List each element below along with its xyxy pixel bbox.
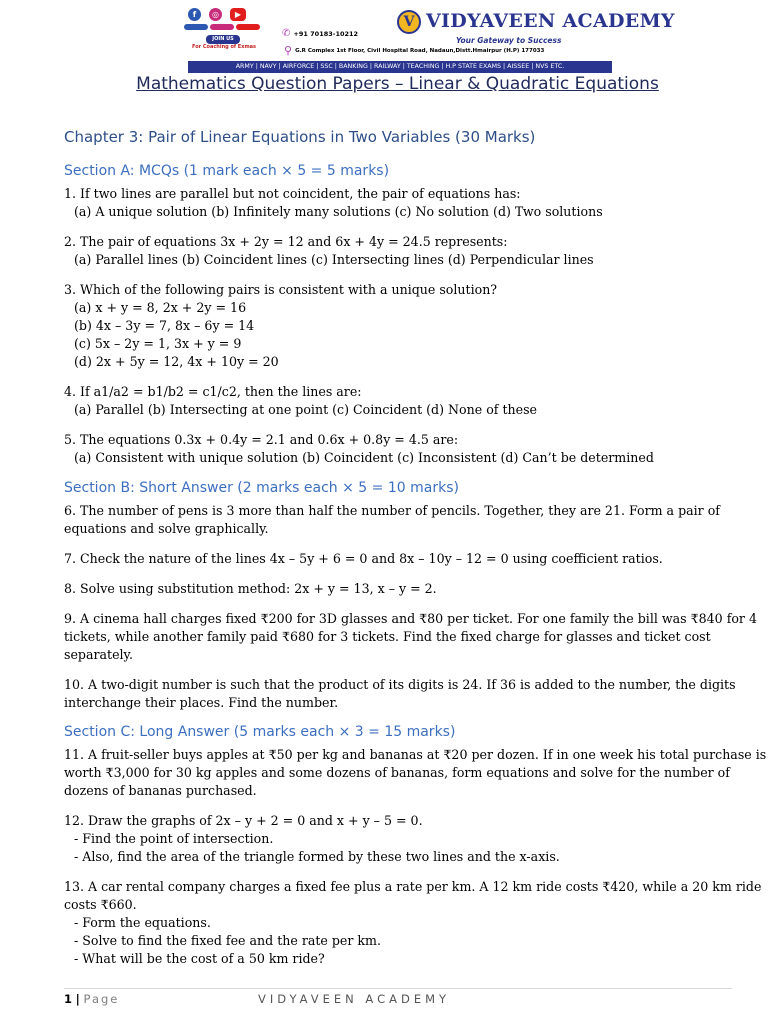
question-text: 3. Which of the following pairs is consistent with a unique solution?	[64, 282, 498, 297]
phone-contact	[282, 28, 358, 39]
address-text: G.R Complex 1st Floor, Civil Hospital Road, Nadaun,Distt.Hmairpur (H.P) 177033	[295, 47, 545, 54]
question-options: (a) A unique solution (b) Infinitely many solutions (c) No solution (d) Two solutions	[74, 204, 603, 219]
instagram-icon: ◎	[209, 8, 222, 21]
question-text: 1. If two lines are parallel but not coincident, the pair of equations has:	[64, 186, 521, 201]
sub-part: - Also, find the area of the triangle formed by these two lines and the x-axis.	[74, 849, 560, 864]
footer-brand: VIDYAVEEN ACADEMY	[258, 992, 451, 1006]
facebook-tag	[184, 24, 208, 30]
social-block	[184, 8, 266, 50]
chapter-heading: Chapter 3: Pair of Linear Equations in Two Variables (30 Marks)	[64, 128, 536, 146]
page-footer	[64, 992, 119, 1006]
instagram-tag	[210, 24, 234, 30]
question-line: 11. A fruit-seller buys apples at ₹50 per kg and bananas at ₹20 per dozen. If in one week his total purchase is	[64, 747, 767, 762]
coaching-text: For Coaching of Exmas	[192, 44, 257, 50]
phone-icon: ✆	[282, 28, 291, 39]
question-options: (a) Consistent with unique solution (b) Coincident (c) Inconsistent (d) Can’t be determined	[74, 450, 654, 465]
youtube-icon: ▶	[230, 8, 246, 21]
question-11	[64, 746, 767, 800]
location-pin-icon: ⚲	[284, 44, 293, 57]
question-3	[64, 281, 734, 371]
question-line: tickets, while another family paid ₹680 for 3 tickets. Find the fixed charge for glasses and ticket cost	[64, 629, 711, 644]
question-options: (a) Parallel lines (b) Coincident lines (c) Intersecting lines (d) Perpendicular lines	[74, 252, 594, 267]
question-line: dozens of bananas purchased.	[64, 783, 257, 798]
question-options: (a) Parallel (b) Intersecting at one point (c) Coincident (d) None of these	[74, 402, 537, 417]
question-text: 8. Solve using substitution method: 2x + y = 13, x – y = 2.	[64, 581, 437, 596]
question-9	[64, 610, 757, 664]
question-text: 12. Draw the graphs of 2x – y + 2 = 0 and x + y – 5 = 0.	[64, 813, 423, 828]
option-b: (b) 4x – 3y = 7, 8x – 6y = 14	[74, 318, 255, 333]
question-line: 9. A cinema hall charges fixed ₹200 for 3D glasses and ₹80 per ticket. For one family the bill was ₹840 for 4	[64, 611, 757, 626]
youtube-tag	[236, 24, 260, 30]
sub-part: - Form the equations.	[74, 915, 211, 930]
question-line: worth ₹3,000 for 30 kg apples and some dozens of bananas, form equations and solve for the number of	[64, 765, 730, 780]
question-7	[64, 550, 734, 568]
exam-list-strip: ARMY | NAVY | AIRFORCE | SSC | BANKING | RAILWAY | TEACHING | H.P STATE EXAMS | AISSEE | NVS ETC.	[188, 61, 612, 73]
section-a-heading: Section A: MCQs (1 mark each × 5 = 5 marks)	[64, 163, 390, 179]
academy-name: VIDYAVEEN ACADEMY	[426, 10, 675, 32]
question-line: separately.	[64, 647, 134, 662]
section-c-heading: Section C: Long Answer (5 marks each × 3 = 15 marks)	[64, 724, 456, 740]
question-line: interchange their places. Find the number.	[64, 695, 339, 710]
question-text: 4. If a1/a2 = b1/b2 = c1/c2, then the lines are:	[64, 384, 362, 399]
facebook-icon: f	[188, 8, 201, 21]
page-label: Page	[83, 992, 120, 1006]
question-8	[64, 580, 734, 598]
question-line: costs ₹660.	[64, 897, 137, 912]
question-line: 10. A two-digit number is such that the product of its digits is 24. If 36 is added to the number, the digits	[64, 677, 736, 692]
phone-number: +91 70183-10212	[293, 29, 359, 38]
question-line: equations and solve graphically.	[64, 521, 269, 536]
question-4	[64, 383, 734, 419]
option-d: (d) 2x + 5y = 12, 4x + 10y = 20	[74, 354, 279, 369]
question-line: 13. A car rental company charges a fixed fee plus a rate per km. A 12 km ride costs ₹420, while a 20 km ride	[64, 879, 762, 894]
question-12	[64, 812, 734, 866]
address-line	[284, 44, 544, 57]
option-a: (a) x + y = 8, 2x + 2y = 16	[74, 300, 247, 315]
join-us-badge: JOIN US	[206, 35, 240, 44]
option-c: (c) 5x – 2y = 1, 3x + y = 9	[74, 336, 242, 351]
page-number: 1	[64, 992, 73, 1006]
sub-part: - Solve to find the fixed fee and the rate per km.	[74, 933, 381, 948]
footer-separator: |	[75, 992, 80, 1006]
document-title: Mathematics Question Papers – Linear & Quadratic Equations	[136, 74, 659, 94]
question-text: 2. The pair of equations 3x + 2y = 12 and 6x + 4y = 24.5 represents:	[64, 234, 508, 249]
question-1	[64, 185, 734, 221]
question-line: 6. The number of pens is 3 more than half the number of pencils. Together, they are 21. Form a pair of	[64, 503, 720, 518]
question-5	[64, 431, 734, 467]
question-text: 7. Check the nature of the lines 4x – 5y + 6 = 0 and 8x – 10y – 12 = 0 using coefficient ratios.	[64, 551, 663, 566]
academy-logo: V	[397, 10, 421, 34]
question-6	[64, 502, 734, 538]
question-10	[64, 676, 734, 712]
question-text: 5. The equations 0.3x + 0.4y = 2.1 and 0.6x + 0.8y = 4.5 are:	[64, 432, 459, 447]
academy-tagline: Your Gateway to Success	[456, 36, 562, 45]
section-b-heading: Section B: Short Answer (2 marks each × 5 = 10 marks)	[64, 480, 459, 496]
footer-divider	[64, 988, 732, 989]
question-13	[64, 878, 762, 968]
letterhead	[184, 6, 675, 74]
sub-part: - What will be the cost of a 50 km ride?	[74, 951, 325, 966]
question-2	[64, 233, 734, 269]
sub-part: - Find the point of intersection.	[74, 831, 274, 846]
